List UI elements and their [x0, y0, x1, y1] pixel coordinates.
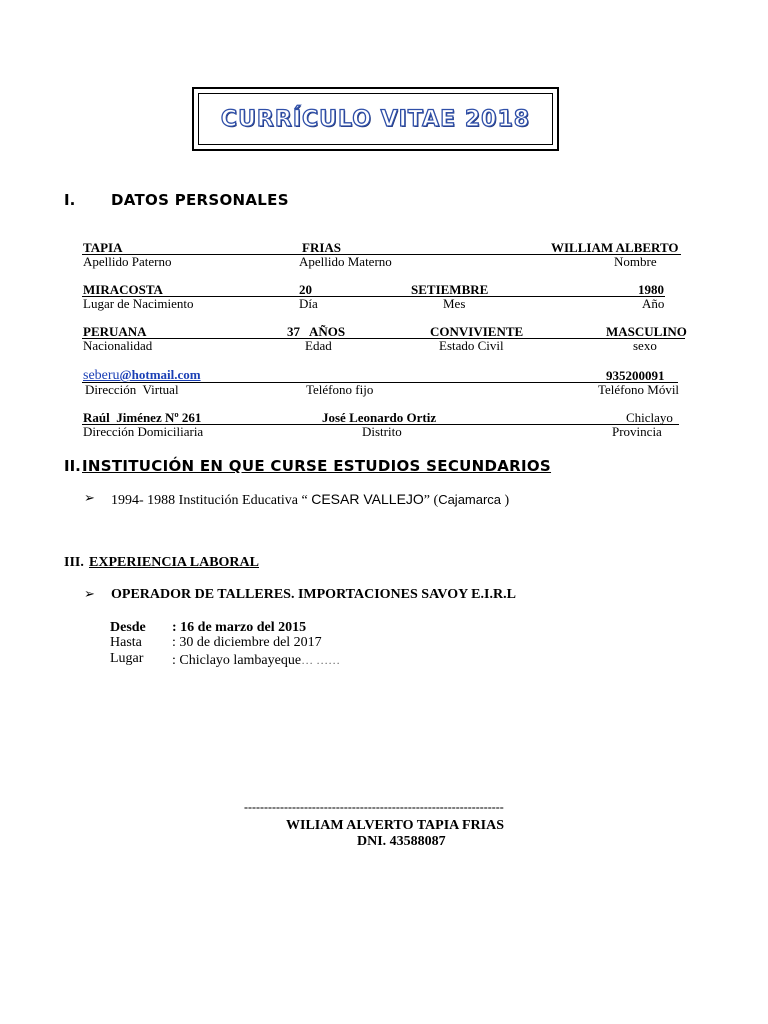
email-domain: @hotmail.com [119, 367, 201, 382]
title-inner-frame [198, 93, 553, 145]
nombre-label: Nombre [614, 254, 657, 269]
estado-civil-label: Estado Civil [439, 338, 504, 353]
apellido-materno-value: FRIAS [302, 240, 342, 255]
direccion-domiciliaria-label: Dirección Domiciliaria [83, 424, 204, 439]
lugar-value: : Chiclayo lambayeque [172, 653, 302, 668]
nacionalidad-label: Nacionalidad [83, 338, 153, 353]
job-bullet-icon: ➢ [84, 587, 95, 602]
email-user: seberu [83, 368, 120, 383]
section-3-heading: EXPERIENCIA LABORAL [89, 555, 259, 570]
edad-label: Edad [305, 338, 332, 353]
desde-label: Desde [110, 620, 146, 635]
lugar-nacimiento-value: MIRACOSTA [83, 282, 163, 297]
section-2-heading: INSTITUCIÓN EN QUE CURSE ESTUDIOS SECUNDARIOS [82, 457, 552, 475]
apellido-materno-label: Apellido Materno [299, 254, 392, 269]
provincia-value: Chiclayo [626, 410, 673, 425]
education-entry [111, 491, 509, 509]
mes-value: SETIEMBRE [411, 282, 489, 297]
telefono-fijo-label: Teléfono fijo [306, 382, 374, 397]
desde-value: : 16 de marzo del 2015 [172, 620, 307, 635]
job-title: OPERADOR DE TALLERES. IMPORTACIONES SAVOY E.I.R.L [111, 587, 516, 602]
signature-line: ----------------------------------------------------------------- [244, 800, 504, 814]
education-school: CESAR VALLEJO [311, 491, 424, 507]
document-title: CURRÍCULO VITAE 2018 [220, 106, 531, 132]
education-text-1: 1994- 1988 Institución Educativa “ [111, 493, 312, 508]
provincia-label: Provincia [612, 424, 662, 439]
apellido-paterno-label: Apellido Paterno [83, 254, 172, 269]
lugar-entry [172, 651, 340, 669]
education-city: Cajamarca [438, 492, 502, 507]
mes-label: Mes [443, 296, 466, 311]
sexo-label: sexo [633, 338, 657, 353]
lugar-nacimiento-label: Lugar de Nacimiento [83, 296, 194, 311]
anio-label: Año [642, 296, 665, 311]
lugar-dots: … …… [301, 653, 341, 667]
signature-dni: DNI. 43588087 [357, 834, 446, 849]
nombre-value: WILLIAM ALBERTO [551, 240, 679, 255]
hasta-value: : 30 de diciembre del 2017 [172, 635, 322, 650]
education-text-2: ” ( [423, 493, 439, 508]
telefono-movil-label: Teléfono Móvil [598, 382, 680, 397]
signature-name: WILIAM ALVERTO TAPIA FRIAS [286, 818, 504, 833]
distrito-value: José Leonardo Ortiz [322, 410, 437, 425]
section-3-number: III. [64, 555, 84, 570]
nacionalidad-value: PERUANA [83, 324, 147, 339]
estado-civil-value: CONVIVIENTE [430, 324, 524, 339]
section-2-number: II. [64, 457, 81, 475]
education-text-3: ) [501, 493, 510, 508]
edad-value: 37 AÑOS [287, 324, 346, 339]
row-3-underline [82, 338, 685, 339]
dia-label: Día [299, 296, 318, 311]
distrito-label: Distrito [362, 424, 402, 439]
section-1-number: I. [64, 191, 76, 209]
title-frame [192, 87, 559, 151]
sexo-value: MASCULINO [606, 324, 687, 339]
anio-value: 1980 [638, 282, 664, 297]
apellido-paterno-value: TAPIA [83, 240, 123, 255]
section-1-heading: DATOS PERSONALES [111, 191, 289, 209]
telefono-movil-value: 935200091 [606, 368, 665, 383]
hasta-label: Hasta [110, 635, 142, 650]
education-bullet-icon: ➢ [84, 491, 95, 506]
lugar-label: Lugar [110, 651, 144, 666]
direccion-virtual-label: Dirección Virtual [85, 382, 179, 397]
direccion-domiciliaria-value: Raúl Jiménez Nº 261 [83, 410, 202, 425]
dia-value: 20 [299, 282, 312, 297]
